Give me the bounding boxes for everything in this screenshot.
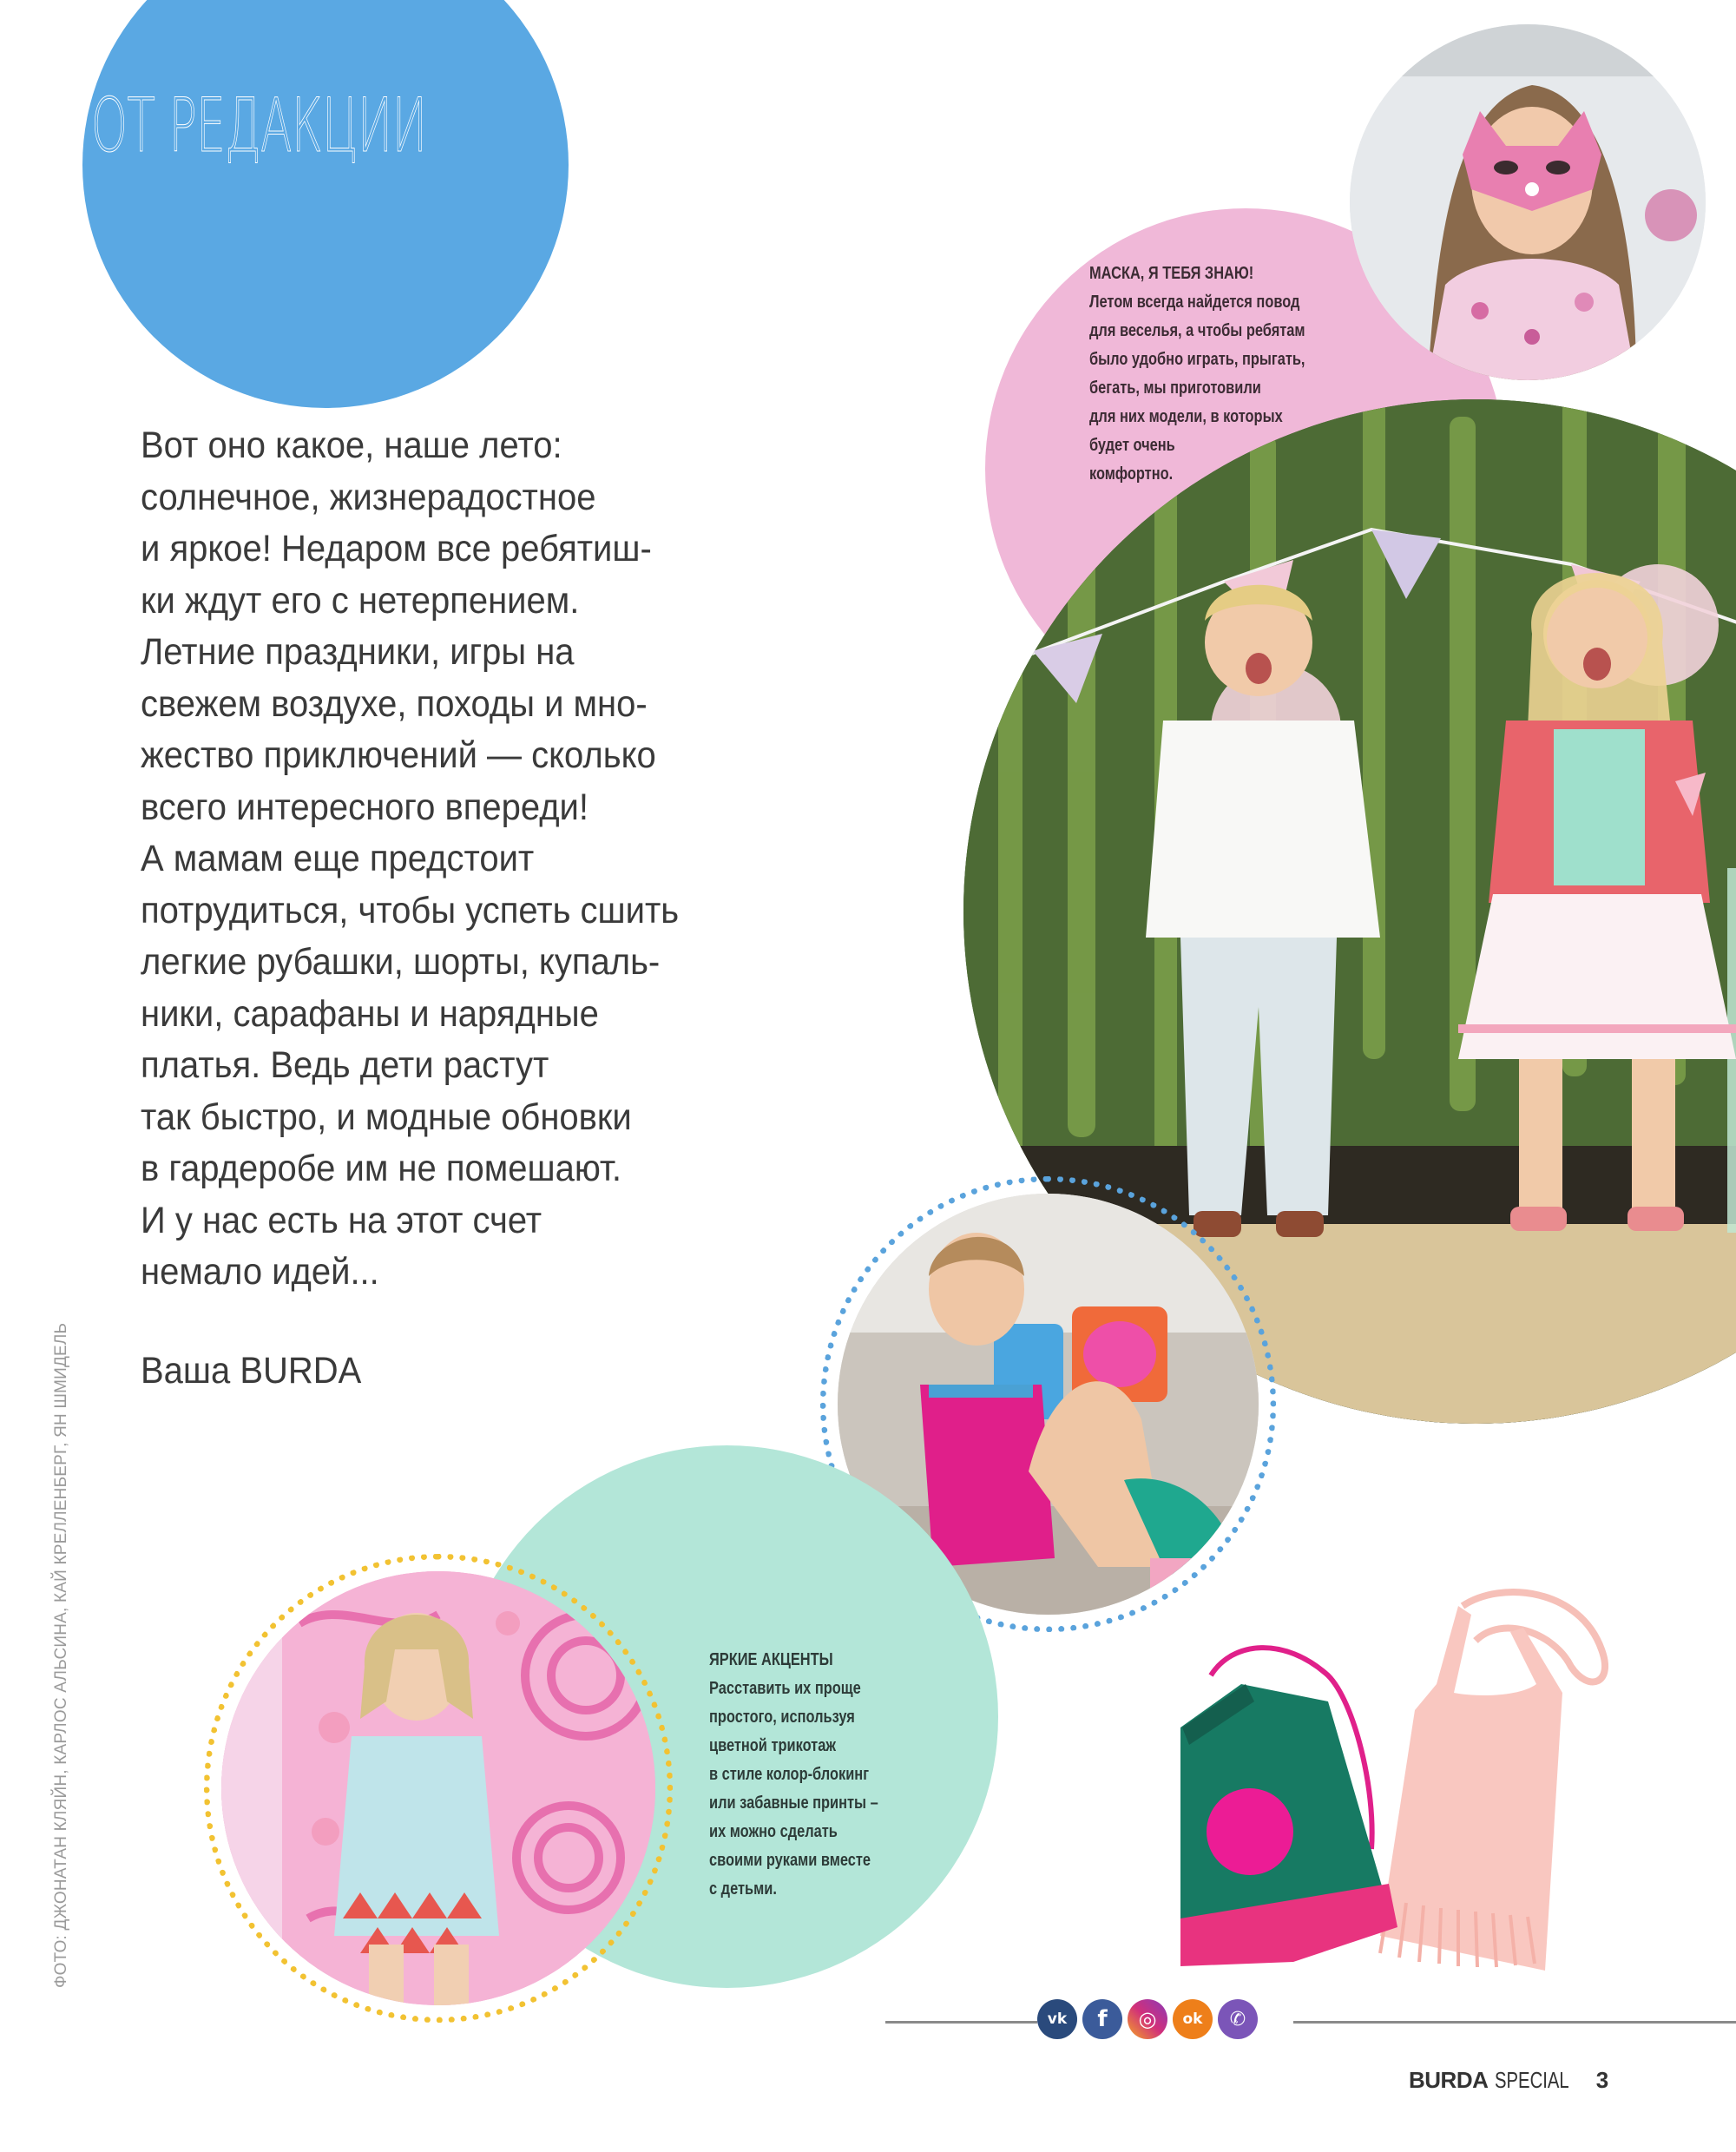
accents-caption-line: их можно сделать (709, 1821, 838, 1841)
mask-caption-line: для них модели, в которых (1089, 406, 1283, 426)
editorial-line: жество приключений — сколько (141, 734, 656, 776)
footer-divider-left (885, 2021, 1037, 2024)
editorial-line: ки ждут его с нетерпением. (141, 579, 580, 622)
instagram-icon[interactable]: ◎ (1128, 1999, 1167, 2039)
mask-caption-line: было удобно играть, прыгать, (1089, 349, 1305, 369)
footer-divider-right (1293, 2021, 1736, 2024)
editorial-line: солнечное, жизнерадостное (141, 476, 596, 518)
editorial-line: А мамам еще предстоит (141, 838, 535, 879)
odnoklassniki-icon[interactable]: ok (1173, 1999, 1213, 2039)
drawstring-bag-image (1180, 1648, 1397, 1966)
editorial-line: Летние праздники, игры на (141, 631, 575, 673)
editorial-line: всего интересного впереди! (141, 786, 589, 828)
products-photo (1128, 1563, 1693, 1971)
editorial-line: немало идей... (141, 1251, 379, 1293)
facebook-icon[interactable]: f (1082, 1999, 1122, 2039)
editorial-line: так быстро, и модные обновки (141, 1096, 632, 1138)
accents-caption-line: своими руками вместе (709, 1850, 871, 1870)
mask-caption-line: Летом всегда найдется повод (1089, 292, 1300, 312)
accents-caption-title: ЯРКИЕ АКЦЕНТЫ (709, 1649, 833, 1669)
accents-caption-line: цветной трикотаж (709, 1735, 836, 1755)
pattern-girl-photo (221, 1571, 655, 2005)
page-number: 3 (1595, 2067, 1609, 2093)
footer-brand-suffix: SPECIAL (1494, 2067, 1569, 2093)
editorial-line: свежем воздухе, походы и мно- (141, 682, 648, 725)
viber-icon[interactable]: ✆ (1218, 1999, 1258, 2039)
accents-caption-line: или забавные принты – (709, 1793, 878, 1813)
photo-credit: ФОТО: ДЖОНАТАН КЛЯЙН, КАРЛОС АЛЬСИНА, КАЙ КРЕЛЛЕНБЕРГ, ЯН ШМИДЕЛЬ (52, 1322, 70, 1988)
mask-caption-title: МАСКА, Я ТЕБЯ ЗНАЮ! (1089, 263, 1254, 283)
editorial-text (141, 420, 835, 1299)
signature: Ваша BURDA (141, 1350, 362, 1392)
accents-caption-line: в стиле колор-блокинг (709, 1764, 870, 1784)
accents-caption-line: простого, используя (709, 1707, 855, 1727)
footer-brand: BURDA (1409, 2067, 1489, 2093)
mask-girl-photo (1350, 24, 1706, 380)
mask-girl-illustration (1350, 24, 1706, 380)
accents-caption (709, 1645, 878, 1903)
mask-caption-line: будет очень (1089, 435, 1175, 455)
accents-caption-line: Расставить их проще (709, 1678, 861, 1698)
fringe-top-image (1380, 1592, 1605, 1971)
mask-caption-line: бегать, мы приготовили (1089, 378, 1261, 398)
editorial-line: платья. Ведь дети растут (141, 1044, 549, 1086)
mask-caption-line: комфортно. (1089, 464, 1174, 484)
pattern-girl-illustration (221, 1571, 655, 2005)
editorial-line: И у нас есть на этот счет (141, 1199, 542, 1241)
editorial-line: потрудиться, чтобы успеть сшить (141, 889, 680, 931)
header-circle (82, 0, 569, 408)
mask-caption-line: для веселья, а чтобы ребятам (1089, 320, 1305, 340)
page-title: ОТ РЕДАКЦИИ (91, 82, 427, 169)
accents-caption-line: с детьми. (709, 1879, 777, 1899)
editorial-line: ники, сарафаны и нарядные (141, 992, 599, 1035)
editorial-line: в гардеробе им не помешают. (141, 1148, 621, 1189)
social-links (1037, 1999, 1258, 2039)
editorial-line: и яркое! Недаром все ребятиш- (141, 528, 652, 569)
footer-folio (1409, 2067, 1608, 2094)
editorial-line: Вот оно какое, наше лето: (141, 424, 562, 466)
editorial-line: легкие рубашки, шорты, купаль- (141, 941, 661, 983)
vk-icon[interactable]: vk (1037, 1999, 1077, 2039)
